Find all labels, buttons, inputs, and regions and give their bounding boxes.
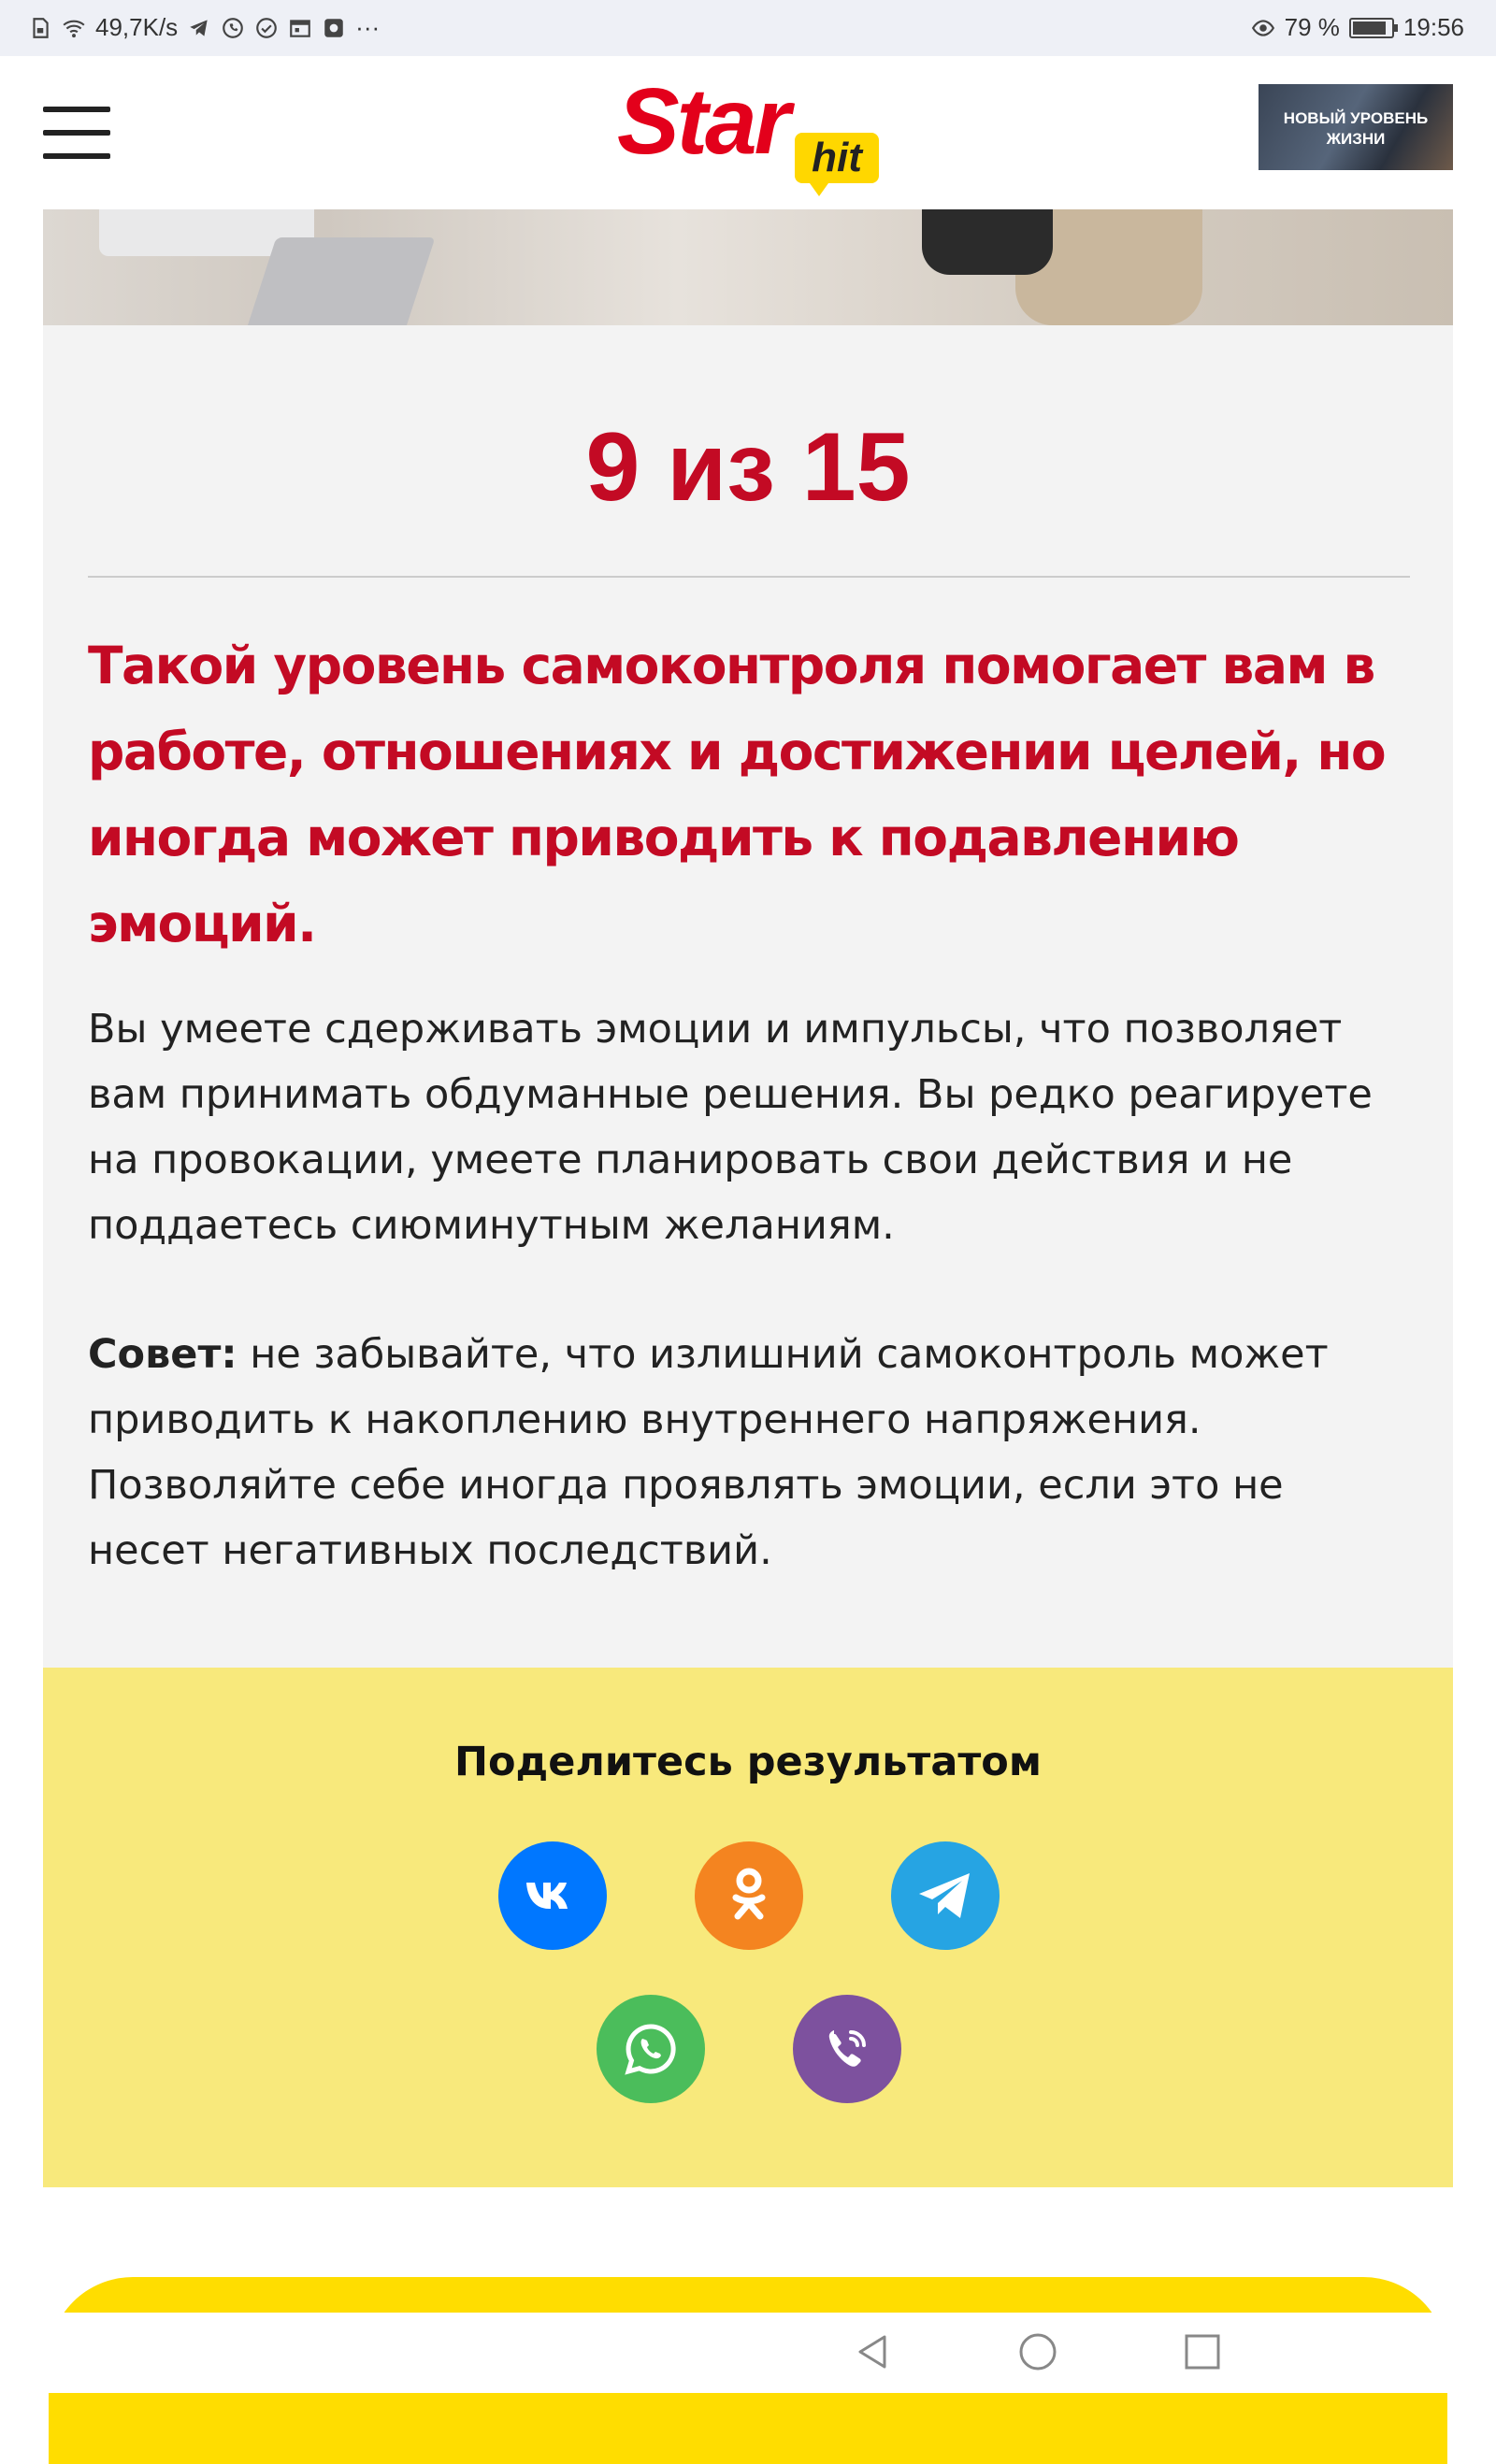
status-bar-right xyxy=(1251,13,1464,42)
advice-text: не забывайте, что излишний самоконтроль может приводить к накоплению внутреннего напряжения. Позволяйте себе иногда проявлять эмоции, если это не несет негативных последствий. xyxy=(88,1331,1329,1574)
odnoklassniki-icon xyxy=(726,1866,771,1926)
more-notifications: ··· xyxy=(355,13,381,41)
result-score: 9 из 15 xyxy=(585,413,911,522)
logo-star-text: Star xyxy=(617,69,788,174)
sim-card-icon xyxy=(28,16,52,40)
telegram-notification-icon xyxy=(187,16,211,40)
navigation-bar xyxy=(0,2313,1496,2393)
viber-icon xyxy=(817,2019,877,2079)
menu-line xyxy=(43,153,110,159)
eye-comfort-icon xyxy=(1251,16,1275,40)
share-section xyxy=(43,1668,1453,2187)
advice-label: Совет: xyxy=(88,1331,237,1378)
clock: 19:56 xyxy=(1402,13,1464,41)
menu-line xyxy=(43,107,110,112)
starhit-logo[interactable] xyxy=(617,69,888,196)
share-whatsapp-button[interactable] xyxy=(597,1995,705,2103)
result-headline: Такой уровень самоконтроля помогает вам в работе, отношениях и достижении целей, но иногда может приводить к подавлению эмоций. xyxy=(88,636,1386,953)
result-image xyxy=(43,209,1453,325)
menu-line xyxy=(43,130,110,136)
result-advice xyxy=(88,1322,1416,1583)
hamburger-menu-icon[interactable] xyxy=(43,107,110,159)
whatsapp-notification-icon xyxy=(221,16,245,40)
image-shadow xyxy=(922,209,1053,275)
home-circle-icon[interactable] xyxy=(1017,2331,1058,2372)
gallery-icon xyxy=(322,16,346,40)
battery-icon xyxy=(1349,18,1394,38)
whatsapp-icon xyxy=(621,2019,681,2079)
battery-fill xyxy=(1353,21,1386,35)
battery-percent: 79 % xyxy=(1284,13,1340,41)
check-circle-icon xyxy=(254,16,279,40)
share-viber-button[interactable] xyxy=(793,1995,901,2103)
telegram-icon xyxy=(915,1869,975,1922)
calendar-icon xyxy=(288,16,312,40)
share-vk-button[interactable] xyxy=(498,1841,607,1950)
divider xyxy=(88,576,1410,578)
status-bar-left xyxy=(28,13,380,42)
network-speed: 49,7K/s xyxy=(95,13,179,41)
wifi-icon xyxy=(62,16,86,40)
vk-icon xyxy=(523,1877,583,1914)
status-bar xyxy=(0,0,1496,56)
share-telegram-button[interactable] xyxy=(891,1841,1000,1950)
result-description: Вы умеете сдерживать эмоции и импульсы, что позволяет вам принимать обдуманные решения. Вы редко реагируете на провокации, умеете планировать свои действия и не поддаетесь сиюминутным желаниям. xyxy=(88,1006,1373,1249)
share-odnoklassniki-button[interactable] xyxy=(695,1841,803,1950)
share-title: Поделитесь результатом xyxy=(454,1739,1042,1785)
recent-square-icon[interactable] xyxy=(1182,2331,1223,2372)
result-card xyxy=(43,325,1453,1668)
logo-hit-badge: hit xyxy=(795,133,879,183)
back-triangle-icon[interactable] xyxy=(853,2331,894,2372)
site-header xyxy=(0,56,1496,209)
ad-banner[interactable]: НОВЫЙ УРОВЕНЬ ЖИЗНИ xyxy=(1259,84,1453,170)
